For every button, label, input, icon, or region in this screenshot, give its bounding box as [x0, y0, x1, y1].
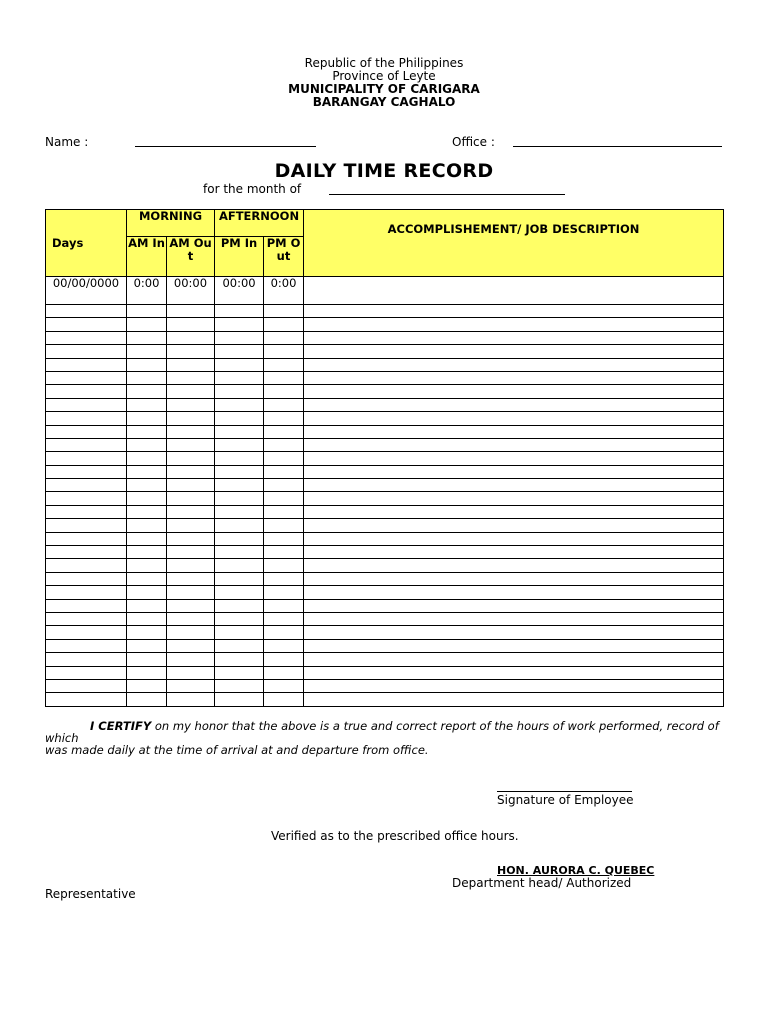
pm-out-cell[interactable] [264, 639, 304, 652]
pm-in-header: PM In [215, 237, 264, 277]
pm-out-cell[interactable] [264, 612, 304, 625]
pm-in-cell[interactable] [215, 532, 264, 545]
table-row [46, 385, 724, 398]
table-row [46, 438, 724, 451]
day-cell[interactable] [46, 412, 127, 425]
pm-in-cell[interactable] [215, 305, 264, 318]
am-out-cell[interactable] [167, 465, 215, 478]
pm-out-cell[interactable] [264, 693, 304, 706]
am-in-cell[interactable] [127, 546, 167, 559]
pm-out-cell[interactable] [264, 425, 304, 438]
am-out-cell[interactable] [167, 572, 215, 585]
pm-out-cell[interactable] [264, 653, 304, 666]
accomplishment-cell[interactable] [304, 438, 724, 451]
accomplishment-cell[interactable] [304, 412, 724, 425]
pm-out-cell[interactable] [264, 318, 304, 331]
table-row [46, 666, 724, 679]
day-cell[interactable] [46, 599, 127, 612]
accomplishment-cell[interactable] [304, 599, 724, 612]
signature-label: Signature of Employee [497, 793, 634, 807]
am-out-cell[interactable] [167, 586, 215, 599]
day-cell[interactable] [46, 358, 127, 371]
am-in-cell[interactable] [127, 371, 167, 384]
pm-out-cell[interactable] [264, 398, 304, 411]
pm-in-cell[interactable] [215, 572, 264, 585]
pm-out-cell[interactable] [264, 452, 304, 465]
pm-out-cell[interactable] [264, 358, 304, 371]
am-out-cell[interactable] [167, 519, 215, 532]
pm-in-cell[interactable] [215, 546, 264, 559]
am-out-cell[interactable] [167, 505, 215, 518]
am-out-cell[interactable]: 00:00 [167, 277, 215, 305]
month-field-line[interactable] [329, 194, 565, 195]
table-row [46, 612, 724, 625]
accomplishment-header: ACCOMPLISHEMENT/ JOB DESCRIPTION [304, 210, 724, 277]
pm-out-cell[interactable] [264, 331, 304, 344]
table-row [46, 559, 724, 572]
am-in-cell[interactable] [127, 358, 167, 371]
am-out-cell[interactable] [167, 532, 215, 545]
pm-in-cell[interactable] [215, 626, 264, 639]
pm-in-cell[interactable] [215, 331, 264, 344]
table-row [46, 318, 724, 331]
day-cell[interactable] [46, 532, 127, 545]
accomplishment-cell[interactable] [304, 572, 724, 585]
accomplishment-cell[interactable] [304, 559, 724, 572]
am-out-cell[interactable] [167, 331, 215, 344]
table-row [46, 505, 724, 518]
certify-lead: I CERTIFY [90, 719, 152, 733]
accomplishment-cell[interactable] [304, 612, 724, 625]
certify-text-1: on my honor that the above is a true and correct report of the hours of work performed, record of which [45, 719, 719, 745]
day-cell[interactable] [46, 479, 127, 492]
table-row [46, 452, 724, 465]
am-in-cell[interactable] [127, 398, 167, 411]
office-label: Office : [452, 135, 495, 149]
pm-out-cell[interactable] [264, 599, 304, 612]
day-cell[interactable] [46, 425, 127, 438]
am-out-cell[interactable] [167, 371, 215, 384]
pm-in-cell[interactable] [215, 385, 264, 398]
pm-out-cell[interactable] [264, 492, 304, 505]
am-in-cell[interactable] [127, 653, 167, 666]
pm-in-cell[interactable] [215, 358, 264, 371]
table-row [46, 398, 724, 411]
pm-in-cell[interactable] [215, 398, 264, 411]
am-in-cell[interactable] [127, 679, 167, 692]
pm-in-cell[interactable]: 00:00 [215, 277, 264, 305]
am-out-cell[interactable] [167, 626, 215, 639]
table-row [46, 519, 724, 532]
day-cell[interactable] [46, 492, 127, 505]
pm-out-cell[interactable] [264, 532, 304, 545]
accomplishment-cell[interactable] [304, 331, 724, 344]
am-in-cell[interactable] [127, 345, 167, 358]
accomplishment-cell[interactable] [304, 653, 724, 666]
am-in-cell[interactable] [127, 385, 167, 398]
am-in-cell[interactable] [127, 492, 167, 505]
pm-out-cell[interactable] [264, 305, 304, 318]
accomplishment-cell[interactable] [304, 371, 724, 384]
pm-in-cell[interactable] [215, 492, 264, 505]
am-out-cell[interactable] [167, 305, 215, 318]
accomplishment-cell[interactable] [304, 398, 724, 411]
am-in-cell[interactable] [127, 318, 167, 331]
pm-out-header: PM Out [264, 237, 304, 277]
table-row [46, 572, 724, 585]
am-out-cell[interactable] [167, 666, 215, 679]
pm-out-cell[interactable] [264, 546, 304, 559]
day-cell[interactable] [46, 519, 127, 532]
pm-out-cell[interactable] [264, 505, 304, 518]
accomplishment-cell[interactable] [304, 277, 724, 305]
day-cell[interactable] [46, 398, 127, 411]
accomplishment-cell[interactable] [304, 492, 724, 505]
name-label: Name : [45, 135, 89, 149]
am-out-cell[interactable] [167, 398, 215, 411]
table-row [46, 371, 724, 384]
am-in-cell[interactable] [127, 305, 167, 318]
accomplishment-cell[interactable] [304, 305, 724, 318]
pm-in-cell[interactable] [215, 599, 264, 612]
day-cell[interactable] [46, 653, 127, 666]
pm-in-cell[interactable] [215, 519, 264, 532]
am-out-cell[interactable] [167, 559, 215, 572]
accomplishment-cell[interactable] [304, 452, 724, 465]
pm-out-cell[interactable] [264, 586, 304, 599]
pm-in-cell[interactable] [215, 479, 264, 492]
republic-line: Republic of the Philippines [304, 56, 464, 70]
accomplishment-cell[interactable] [304, 318, 724, 331]
table-row [46, 331, 724, 344]
day-cell[interactable] [46, 305, 127, 318]
morning-header: MORNING [127, 210, 215, 237]
table-row [46, 546, 724, 559]
approver-title-2: Representative [45, 887, 136, 901]
accomplishment-cell[interactable] [304, 532, 724, 545]
am-in-cell[interactable] [127, 666, 167, 679]
pm-in-cell[interactable] [215, 653, 264, 666]
am-in-cell[interactable]: 0:00 [127, 277, 167, 305]
day-cell[interactable] [46, 331, 127, 344]
pm-in-cell[interactable] [215, 425, 264, 438]
pm-in-cell[interactable] [215, 679, 264, 692]
am-in-cell[interactable] [127, 626, 167, 639]
am-in-cell[interactable] [127, 438, 167, 451]
pm-out-cell[interactable] [264, 345, 304, 358]
am-out-cell[interactable] [167, 546, 215, 559]
accomplishment-cell[interactable] [304, 505, 724, 518]
accomplishment-cell[interactable] [304, 639, 724, 652]
pm-out-cell[interactable] [264, 666, 304, 679]
pm-out-cell[interactable] [264, 412, 304, 425]
table-row [46, 305, 724, 318]
day-cell[interactable] [46, 452, 127, 465]
pm-in-cell[interactable] [215, 412, 264, 425]
day-cell[interactable] [46, 385, 127, 398]
verified-text: Verified as to the prescribed office hours. [271, 829, 519, 843]
pm-in-cell[interactable] [215, 693, 264, 706]
table-row [46, 586, 724, 599]
day-cell[interactable] [46, 693, 127, 706]
day-cell[interactable] [46, 345, 127, 358]
table-row [46, 599, 724, 612]
page-title: DAILY TIME RECORD [274, 160, 494, 182]
am-out-cell[interactable] [167, 599, 215, 612]
certify-text-2: was made daily at the time of arrival at and departure from office. [45, 743, 429, 757]
province-line: Province of Leyte [332, 69, 436, 83]
day-cell[interactable] [46, 546, 127, 559]
day-cell[interactable] [46, 586, 127, 599]
day-cell[interactable] [46, 572, 127, 585]
pm-in-cell[interactable] [215, 666, 264, 679]
pm-in-cell[interactable] [215, 639, 264, 652]
am-out-cell[interactable] [167, 639, 215, 652]
day-cell[interactable] [46, 666, 127, 679]
barangay-line: BARANGAY CAGHALO [312, 95, 456, 109]
pm-out-cell[interactable] [264, 371, 304, 384]
day-cell[interactable] [46, 559, 127, 572]
pm-out-cell[interactable] [264, 572, 304, 585]
am-out-cell[interactable] [167, 425, 215, 438]
pm-in-cell[interactable] [215, 612, 264, 625]
am-in-cell[interactable] [127, 452, 167, 465]
pm-out-cell[interactable] [264, 559, 304, 572]
pm-in-cell[interactable] [215, 452, 264, 465]
table-row [46, 358, 724, 371]
am-in-cell[interactable] [127, 599, 167, 612]
month-label: for the month of [203, 182, 302, 196]
table-row [46, 626, 724, 639]
am-out-cell[interactable] [167, 318, 215, 331]
am-in-cell[interactable] [127, 479, 167, 492]
pm-out-cell[interactable] [264, 385, 304, 398]
am-out-cell[interactable] [167, 358, 215, 371]
pm-out-cell[interactable] [264, 438, 304, 451]
table-row [46, 532, 724, 545]
pm-in-cell[interactable] [215, 345, 264, 358]
am-out-cell[interactable] [167, 345, 215, 358]
day-cell[interactable] [46, 438, 127, 451]
pm-out-cell[interactable]: 0:00 [264, 277, 304, 305]
day-cell[interactable] [46, 465, 127, 478]
table-row [46, 412, 724, 425]
am-in-cell[interactable] [127, 425, 167, 438]
pm-in-cell[interactable] [215, 465, 264, 478]
pm-out-cell[interactable] [264, 519, 304, 532]
day-cell[interactable]: 00/00/0000 [46, 277, 127, 305]
am-in-cell[interactable] [127, 331, 167, 344]
am-out-cell[interactable] [167, 438, 215, 451]
certification-text [45, 720, 735, 756]
table-row [46, 479, 724, 492]
table-row [46, 492, 724, 505]
am-out-header: AM Out [167, 237, 215, 277]
signature-line[interactable] [497, 791, 632, 792]
accomplishment-cell[interactable] [304, 626, 724, 639]
table-row [46, 425, 724, 438]
accomplishment-cell[interactable] [304, 358, 724, 371]
pm-in-cell[interactable] [215, 371, 264, 384]
afternoon-header: AFTERNOON [215, 210, 304, 237]
accomplishment-cell[interactable] [304, 465, 724, 478]
am-out-cell[interactable] [167, 679, 215, 692]
days-header: Days [46, 210, 127, 277]
am-in-cell[interactable] [127, 559, 167, 572]
am-in-cell[interactable] [127, 639, 167, 652]
table-row [46, 653, 724, 666]
municipality-line: MUNICIPALITY OF CARIGARA [288, 82, 480, 96]
pm-in-cell[interactable] [215, 505, 264, 518]
day-cell[interactable] [46, 639, 127, 652]
accomplishment-cell[interactable] [304, 385, 724, 398]
accomplishment-cell[interactable] [304, 479, 724, 492]
table-row [46, 679, 724, 692]
accomplishment-cell[interactable] [304, 693, 724, 706]
table-row [46, 693, 724, 706]
am-out-cell[interactable] [167, 412, 215, 425]
day-cell[interactable] [46, 318, 127, 331]
name-field-line[interactable] [135, 146, 316, 147]
am-in-cell[interactable] [127, 519, 167, 532]
pm-in-cell[interactable] [215, 586, 264, 599]
table-row [46, 639, 724, 652]
am-in-cell[interactable] [127, 412, 167, 425]
am-in-header: AM In [127, 237, 167, 277]
am-in-cell[interactable] [127, 532, 167, 545]
time-record-table [45, 209, 724, 707]
accomplishment-cell[interactable] [304, 425, 724, 438]
accomplishment-cell[interactable] [304, 546, 724, 559]
pm-in-cell[interactable] [215, 559, 264, 572]
pm-out-cell[interactable] [264, 465, 304, 478]
am-out-cell[interactable] [167, 612, 215, 625]
am-in-cell[interactable] [127, 465, 167, 478]
am-in-cell[interactable] [127, 586, 167, 599]
am-in-cell[interactable] [127, 505, 167, 518]
pm-out-cell[interactable] [264, 626, 304, 639]
accomplishment-cell[interactable] [304, 666, 724, 679]
pm-in-cell[interactable] [215, 318, 264, 331]
table-row [46, 277, 724, 305]
accomplishment-cell[interactable] [304, 345, 724, 358]
pm-out-cell[interactable] [264, 479, 304, 492]
am-out-cell[interactable] [167, 385, 215, 398]
office-field-line[interactable] [513, 146, 722, 147]
approver-title-1: Department head/ Authorized [452, 876, 632, 890]
am-in-cell[interactable] [127, 572, 167, 585]
am-out-cell[interactable] [167, 452, 215, 465]
table-row [46, 345, 724, 358]
accomplishment-cell[interactable] [304, 679, 724, 692]
day-cell[interactable] [46, 371, 127, 384]
approver-name: HON. AURORA C. QUEBEC [497, 864, 655, 877]
am-out-cell[interactable] [167, 479, 215, 492]
am-out-cell[interactable] [167, 653, 215, 666]
am-out-cell[interactable] [167, 693, 215, 706]
day-cell[interactable] [46, 626, 127, 639]
pm-out-cell[interactable] [264, 679, 304, 692]
day-cell[interactable] [46, 679, 127, 692]
table-row [46, 465, 724, 478]
am-in-cell[interactable] [127, 693, 167, 706]
accomplishment-cell[interactable] [304, 586, 724, 599]
am-out-cell[interactable] [167, 492, 215, 505]
day-cell[interactable] [46, 612, 127, 625]
accomplishment-cell[interactable] [304, 519, 724, 532]
day-cell[interactable] [46, 505, 127, 518]
am-in-cell[interactable] [127, 612, 167, 625]
pm-in-cell[interactable] [215, 438, 264, 451]
